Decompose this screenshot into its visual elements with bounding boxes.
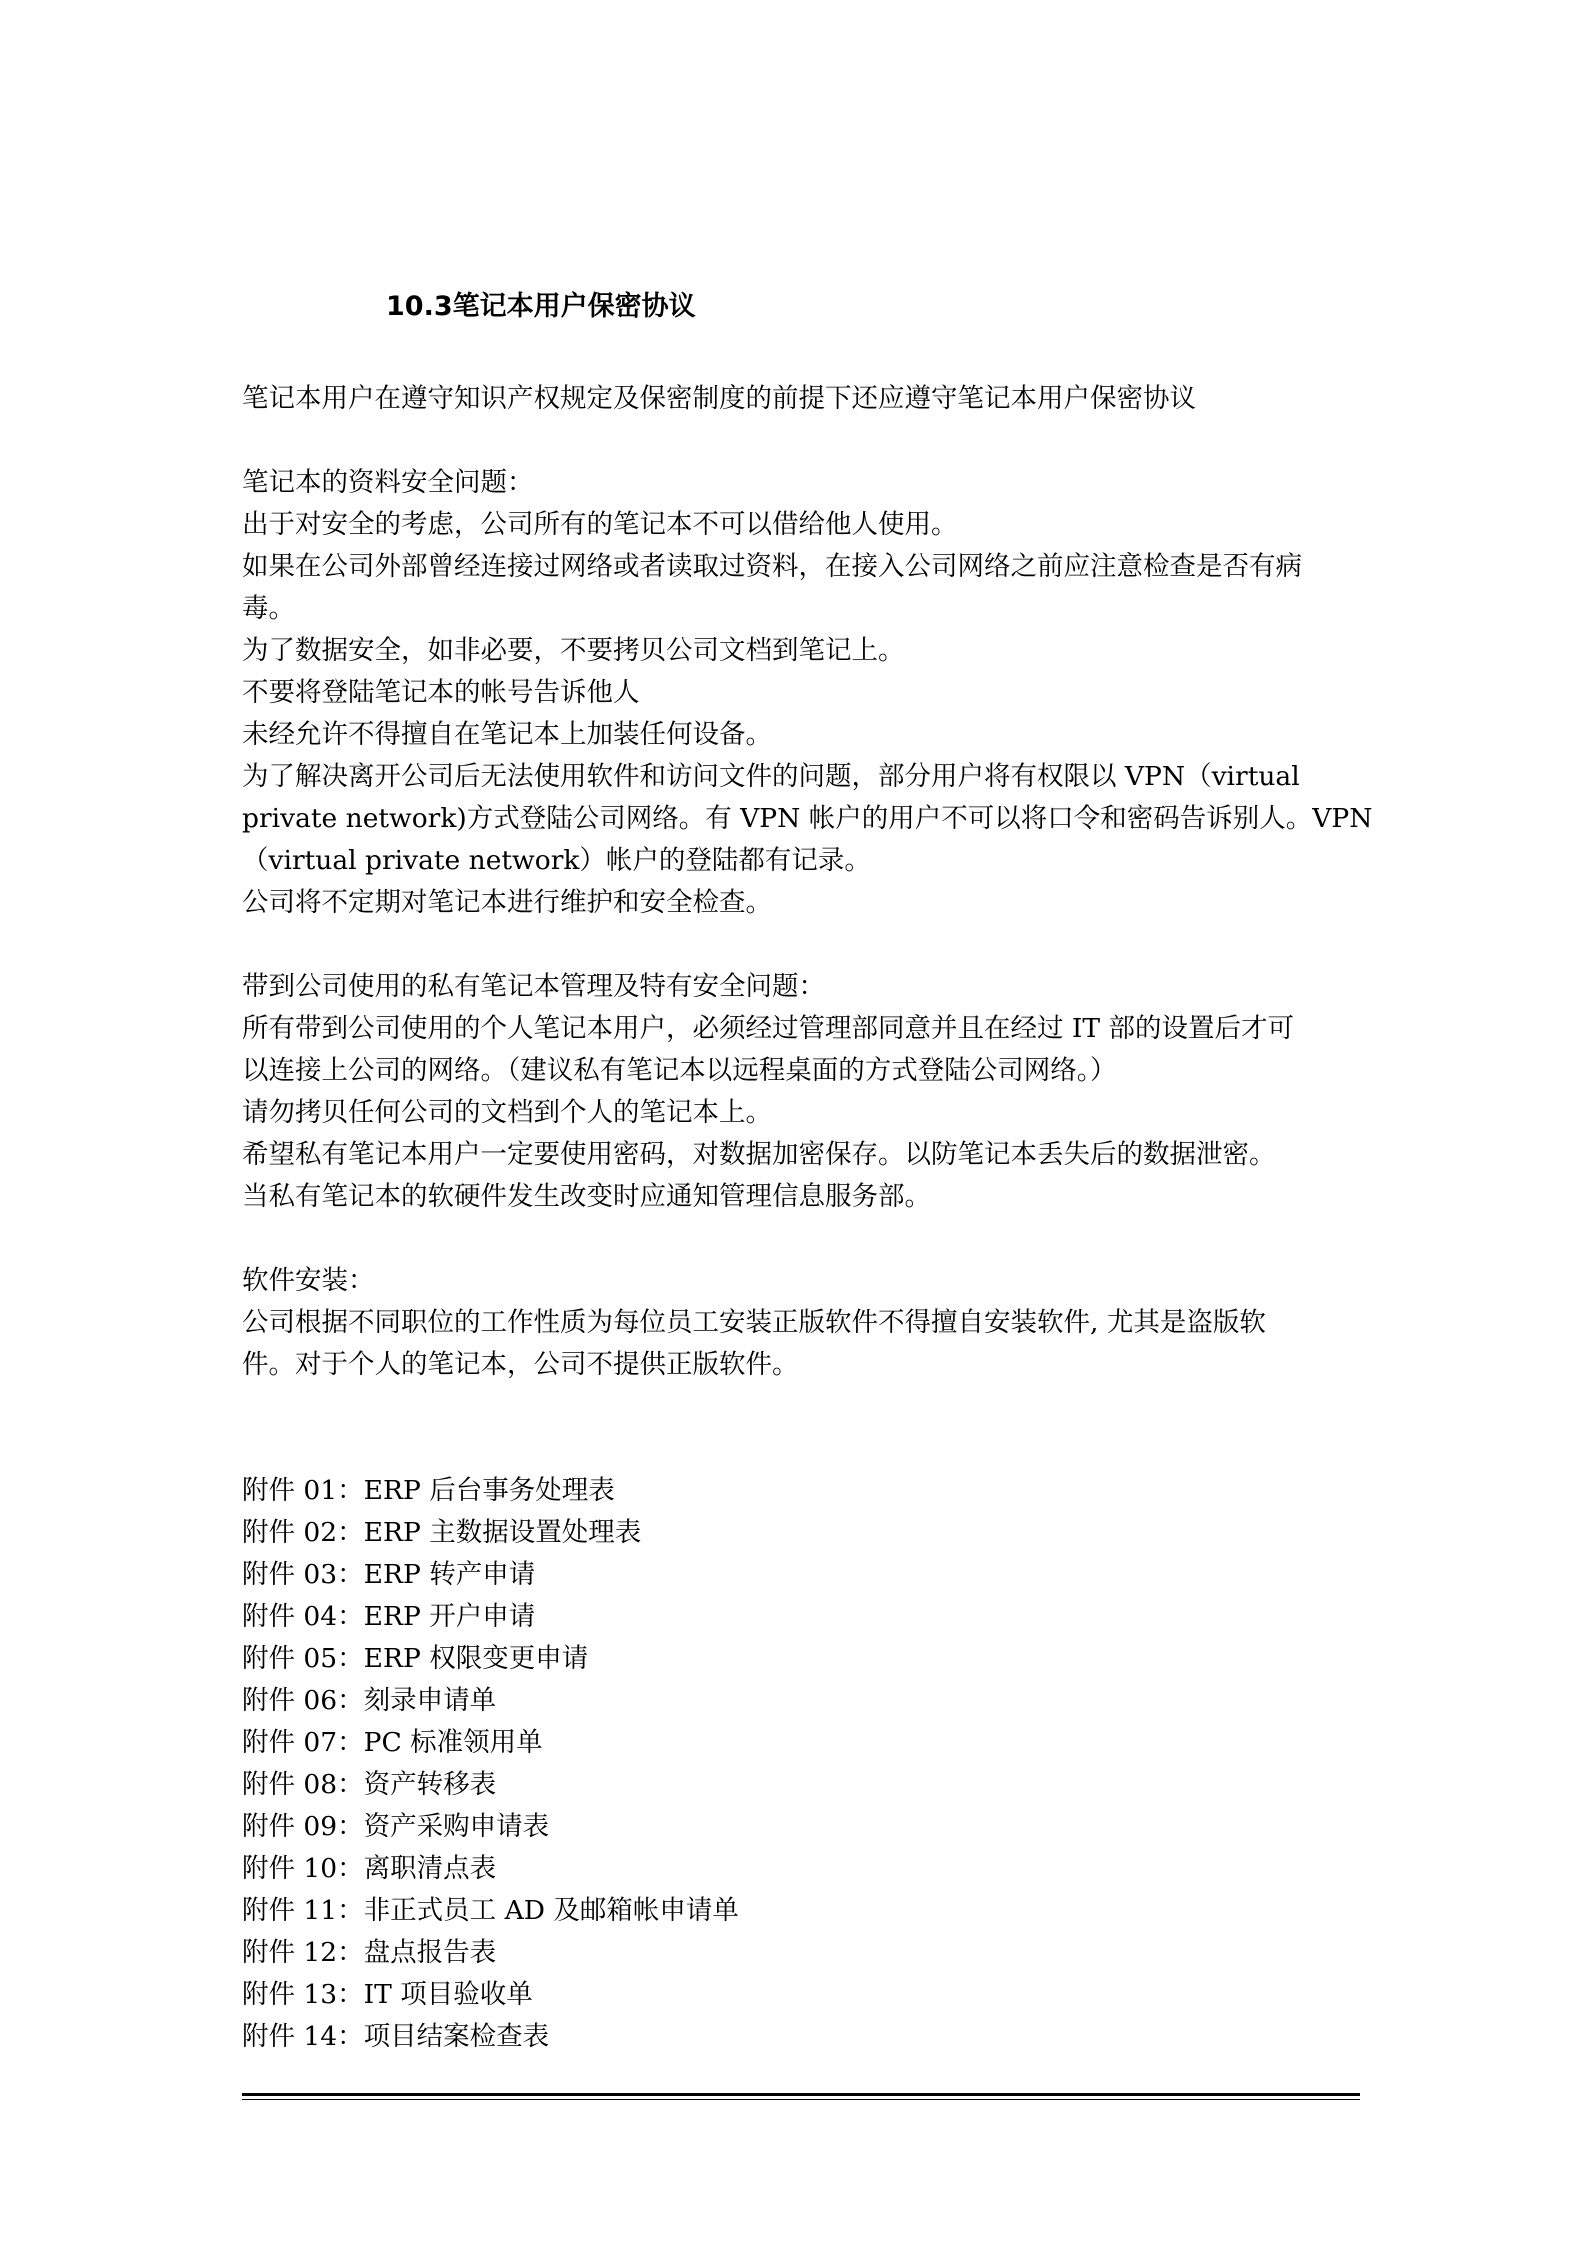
spacer — [242, 420, 1360, 462]
section-heading: 笔记本的资料安全问题： — [242, 467, 534, 498]
spacer — [242, 924, 1360, 966]
section-line: 为了数据安全，如非必要，不要拷贝公司文档到笔记上。 — [242, 635, 905, 666]
section-line: 公司根据不同职位的工作性质为每位员工安装正版软件不得擅自安装软件, 尤其是盗版软 — [242, 1307, 1266, 1338]
section-line: 公司将不定期对笔记本进行维护和安全检查。 — [242, 887, 772, 918]
section-line: 不要将登陆笔记本的帐号告诉他人 — [242, 677, 640, 708]
attachment-item: 附件 11：非正式员工 AD 及邮箱帐申请单 — [242, 1895, 739, 1926]
intro-paragraph: 笔记本用户在遵守知识产权规定及保密制度的前提下还应遵守笔记本用户保密协议 — [242, 383, 1196, 414]
section-line: 当私有笔记本的软硬件发生改变时应通知管理信息服务部。 — [242, 1181, 931, 1212]
section-line: 以连接上公司的网络。（建议私有笔记本以远程桌面的方式登陆公司网络。） — [242, 1055, 1117, 1086]
section-line: private network)方式登陆公司网络。有 VPN 帐户的用户不可以将口令和密码告诉别人。VPN — [242, 803, 1373, 834]
section-line: 请勿拷贝任何公司的文档到个人的笔记本上。 — [242, 1097, 772, 1128]
section-line: 件。对于个人的笔记本，公司不提供正版软件。 — [242, 1349, 799, 1380]
section-line: 所有带到公司使用的个人笔记本用户，必须经过管理部同意并且在经过 IT 部的设置后才可 — [242, 1013, 1294, 1044]
attachment-item: 附件 09：资产采购申请表 — [242, 1811, 550, 1842]
section-line: 未经允许不得擅自在笔记本上加装任何设备。 — [242, 719, 772, 750]
attachment-item: 附件 10：离职清点表 — [242, 1853, 497, 1884]
attachment-item: 附件 02：ERP 主数据设置处理表 — [242, 1517, 642, 1548]
document-body — [242, 378, 1373, 1386]
section-line: 毒。 — [242, 593, 295, 624]
section-line: 如果在公司外部曾经连接过网络或者读取过资料，在接入公司网络之前应注意检查是否有病 — [242, 551, 1302, 582]
attachment-item: 附件 14：项目结案检查表 — [242, 2021, 550, 2052]
attachment-item: 附件 03：ERP 转产申请 — [242, 1559, 536, 1590]
section-heading: 带到公司使用的私有笔记本管理及特有安全问题： — [242, 971, 825, 1002]
attachment-item: 附件 01：ERP 后台事务处理表 — [242, 1475, 615, 1506]
section-private-laptop — [242, 966, 1360, 1218]
attachment-item: 附件 07：PC 标准领用单 — [242, 1727, 543, 1758]
section-data-security — [242, 462, 1373, 924]
attachment-item: 附件 04：ERP 开户申请 — [242, 1601, 536, 1632]
attachment-item: 附件 06：刻录申请单 — [242, 1685, 497, 1716]
section-software-install — [242, 1260, 1360, 1386]
spacer — [242, 1218, 1360, 1260]
section-line: 为了解决离开公司后无法使用软件和访问文件的问题，部分用户将有权限以 VPN（virtual — [242, 761, 1300, 792]
attachment-item: 附件 13：IT 项目验收单 — [242, 1979, 533, 2010]
section-line: 出于对安全的考虑，公司所有的笔记本不可以借给他人使用。 — [242, 509, 958, 540]
section-heading: 软件安装： — [242, 1265, 375, 1296]
attachment-item: 附件 08：资产转移表 — [242, 1769, 497, 1800]
attachment-item: 附件 05：ERP 权限变更申请 — [242, 1643, 589, 1674]
section-title: 10.3笔记本用户保密协议 — [386, 291, 696, 322]
footer-rule-thin — [242, 2099, 1360, 2100]
attachment-list — [242, 1470, 739, 2058]
section-line: 希望私有笔记本用户一定要使用密码，对数据加密保存。以防笔记本丢失后的数据泄密。 — [242, 1139, 1276, 1170]
footer-rule-thick — [242, 2093, 1360, 2096]
section-line: （virtual private network）帐户的登陆都有记录。 — [242, 845, 871, 876]
attachment-item: 附件 12：盘点报告表 — [242, 1937, 497, 1968]
